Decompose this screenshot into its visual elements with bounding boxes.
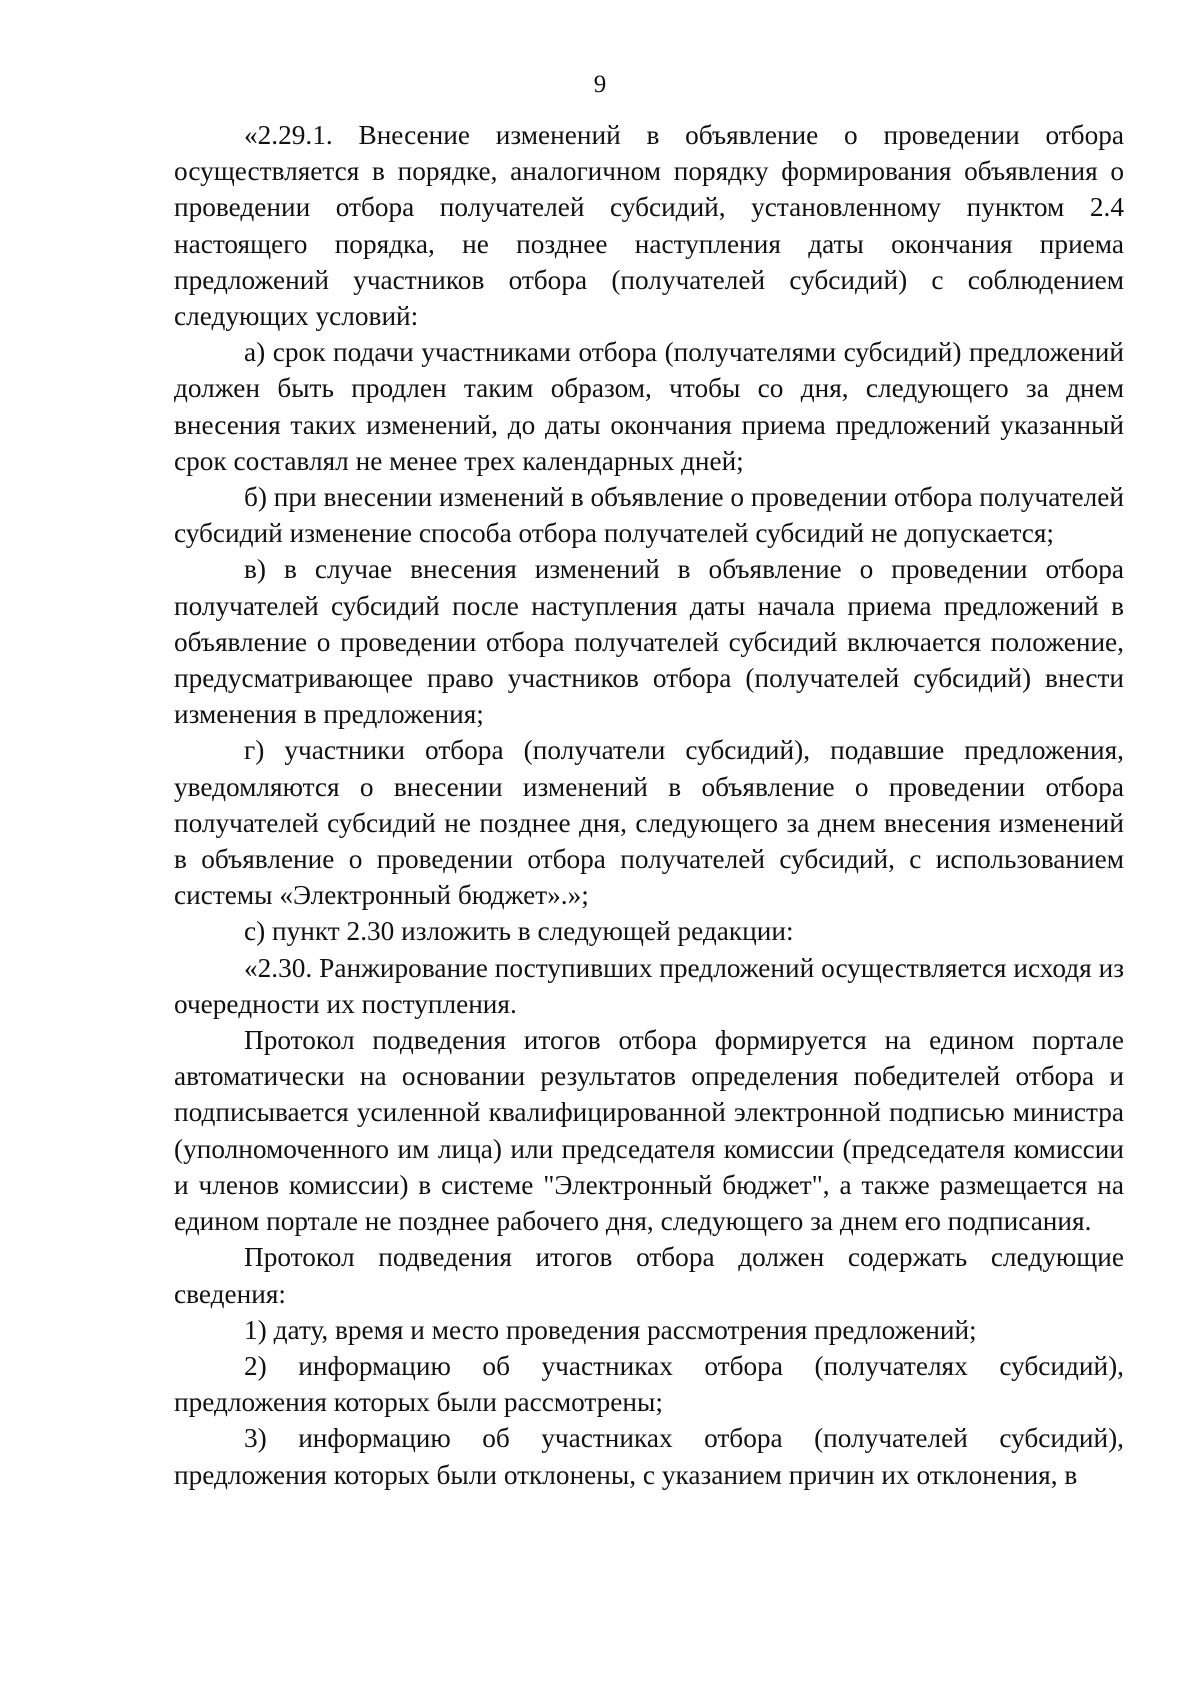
paragraph-item-a: а) срок подачи участниками отбора (получателями субсидий) предложений должен быть продлен таким образом, чтобы со дня, следующего за днем внесения таких изменений, до даты окончания приема предложений указанный срок составлял не менее трех календарных дней; [174, 337, 1124, 476]
paragraph-2-30-ranking: «2.30. Ранжирование поступивших предложений осуществляется исходя из очередности их поступления. [174, 952, 1124, 1019]
paragraph-item-g: г) участники отбора (получатели субсидий), подавшие предложения, уведомляются о внесении изменений в объявление о проведении отбора получателей субсидий не позднее дня, следующего за днем внесения изменений в объявление о проведении отбора получателей субсидий, с использованием системы «Электронный бюджет».»; [174, 735, 1124, 911]
paragraph-list-item-1: 1) дату, время и место проведения рассмотрения предложений; [244, 1314, 977, 1345]
paragraph-protocol-formation: Протокол подведения итогов отбора формируется на едином портале автоматически на основании результатов определения победителей отбора и подписывается усиленной квалифицированной электронной подписью министра (уполномоченного им лица) или председателя комиссии (председателя комиссии и членов комиссии) в системе "Электронный бюджет", а также размещается на едином портале не позднее рабочего дня, следующего за днем его подписания. [174, 1025, 1124, 1237]
paragraph-list-item-2: 2) информацию об участниках отбора (получателях субсидий), предложения которых были рассмотрены; [174, 1350, 1124, 1418]
paragraph-item-v: в) в случае внесения изменений в объявление о проведении отбора получателей субсидий после наступления даты начала приема предложений в объявление о проведении отбора получателей субсидий включается положение, предусматривающее право участников отбора (получателей субсидий) внести изменения в предложения; [174, 554, 1124, 730]
paragraph-list-item-3: 3) информацию об участниках отбора (получателей субсидий), предложения которых были отклонены, с указанием причин их отклонения, в [174, 1423, 1124, 1490]
paragraph-item-b: б) при внесении изменений в объявление о проведении отбора получателей субсидий изменение способа отбора получателей субсидий не допускается; [174, 482, 1124, 549]
paragraph-point-2-30-instruction: с) пункт 2.30 изложить в следующей редакции: [244, 916, 794, 947]
paragraph-protocol-contents: Протокол подведения итогов отбора должен содержать следующие сведения: [174, 1242, 1124, 1309]
paragraph-2-29-1-intro: «2.29.1. Внесение изменений в объявление о проведении отбора осуществляется в порядке, аналогичном порядку формирования объявления о проведении отбора получателей субсидий, установленному пунктом 2.4 настоящего порядка, не позднее наступления даты окончания приема предложений участников отбора (получателей субсидий) с соблюдением следующих условий: [174, 120, 1124, 332]
document-body [174, 117, 1124, 1493]
page-number: 9 [593, 71, 607, 98]
